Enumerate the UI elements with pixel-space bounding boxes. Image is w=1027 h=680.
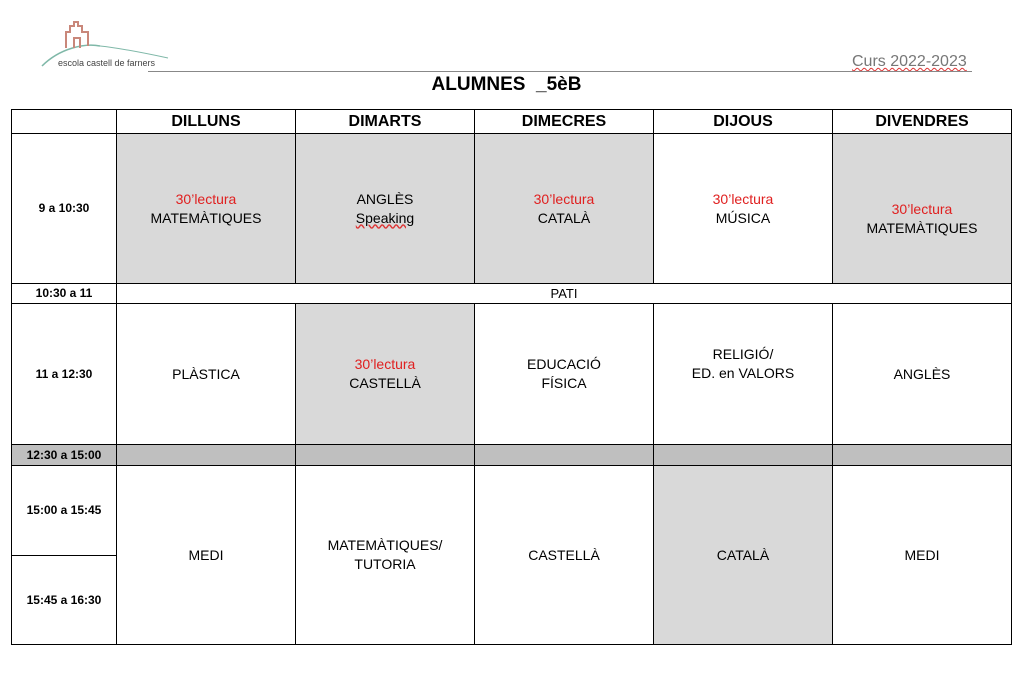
lunch-cell: [654, 445, 833, 466]
lunch-cell: [117, 445, 296, 466]
row-11-1230: [12, 304, 1012, 445]
class-cell: RELIGIÓ/ ED. en VALORS: [654, 304, 833, 445]
header-row: [12, 110, 1012, 134]
class-cell: EDUCACIÓ FÍSICA: [475, 304, 654, 445]
class-cell: CASTELLÀ: [475, 466, 654, 645]
row-lunch: [12, 445, 1012, 466]
lunch-cell: [475, 445, 654, 466]
class-cell: 30’lectura CASTELLÀ: [296, 304, 475, 445]
schedule-table: [11, 109, 1012, 645]
course-year: Curs 2022-2023: [852, 53, 967, 70]
class-cell: 30’lectura MATEMÀTIQUES: [117, 134, 296, 284]
lunch-cell: [296, 445, 475, 466]
logo-text: escola castell de farners: [58, 58, 156, 68]
header-rule: [148, 71, 972, 72]
class-cell: 30’lectura MATEMÀTIQUES: [833, 134, 1012, 284]
class-cell: ANGLÈS Speaking: [296, 134, 475, 284]
time-label: 10:30 a 11: [12, 284, 117, 304]
day-header: DILLUNS: [117, 110, 296, 134]
class-cell: CATALÀ: [654, 466, 833, 645]
time-label: 11 a 12:30: [12, 304, 117, 445]
day-header: DIJOUS: [654, 110, 833, 134]
class-cell: MEDI: [833, 466, 1012, 645]
page-title: ALUMNES _5èB: [431, 74, 582, 95]
class-cell: 30’lectura CATALÀ: [475, 134, 654, 284]
day-header: DIMARTS: [296, 110, 475, 134]
time-label: 15:00 a 15:45: [12, 466, 117, 556]
day-header: DIMECRES: [475, 110, 654, 134]
time-label: 15:45 a 16:30: [12, 556, 117, 645]
class-cell: PLÀSTICA: [117, 304, 296, 445]
time-label: 9 a 10:30: [12, 134, 117, 284]
lunch-cell: [833, 445, 1012, 466]
pati-cell: PATI: [117, 284, 1012, 304]
class-cell: 30’lectura MÚSICA: [654, 134, 833, 284]
class-cell: ANGLÈS: [833, 304, 1012, 445]
class-cell: MEDI: [117, 466, 296, 645]
time-label: 12:30 a 15:00: [12, 445, 117, 466]
row-pati: [12, 284, 1012, 304]
class-cell: MATEMÀTIQUES/ TUTORIA: [296, 466, 475, 645]
row-1500-1545: [12, 466, 1012, 556]
corner-cell: [12, 110, 117, 134]
row-9-1030: [12, 134, 1012, 284]
day-header: DIVENDRES: [833, 110, 1012, 134]
